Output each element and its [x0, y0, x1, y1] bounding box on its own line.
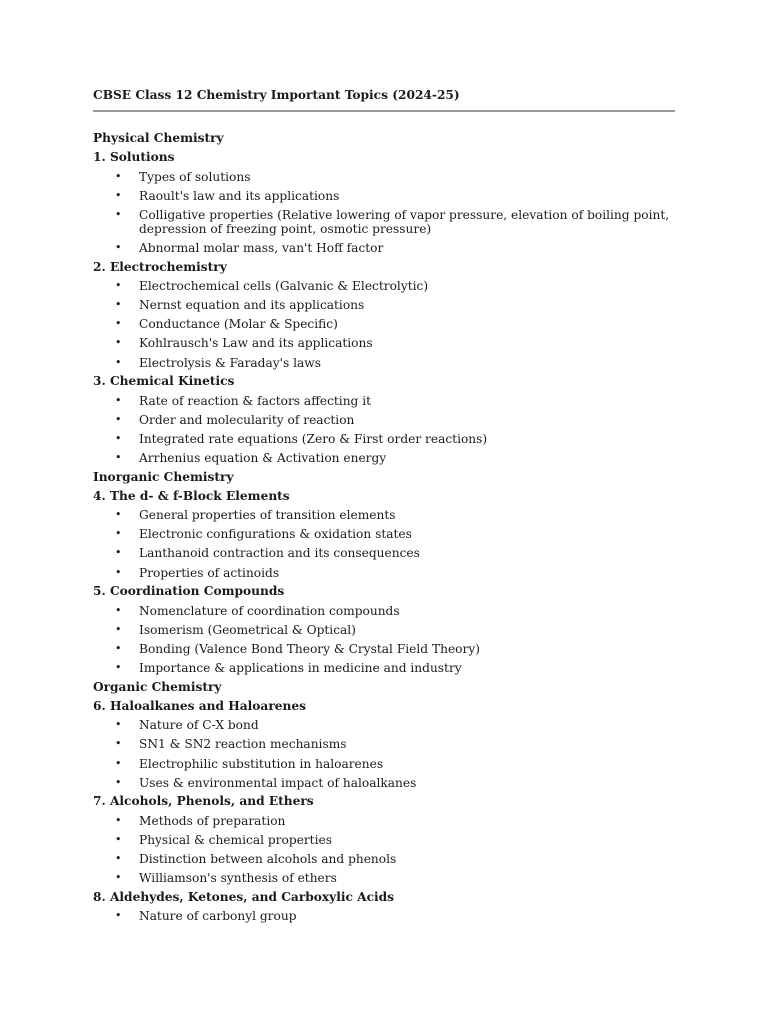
topic-list — [93, 907, 674, 926]
document-body — [93, 129, 674, 926]
list-item — [93, 659, 675, 678]
list-item — [93, 238, 675, 257]
list-item — [93, 525, 675, 544]
list-item-text: Nature of carbonyl group — [139, 909, 297, 924]
bullet-icon: • — [115, 603, 122, 617]
list-item — [93, 353, 675, 372]
list-item — [93, 735, 675, 754]
topic-heading: 3. Chemical Kinetics — [93, 374, 235, 389]
bullet-icon: • — [115, 832, 122, 846]
list-item-text: Bonding (Valence Bond Theory & Crystal Field Theory) — [139, 641, 480, 656]
list-item-text: Electrophilic substitution in haloarenes — [139, 756, 384, 771]
list-item — [93, 410, 675, 429]
list-item-text: Types of solutions — [139, 169, 251, 184]
list-item — [93, 186, 675, 205]
list-item-text: Electrochemical cells (Galvanic & Electrolytic) — [139, 279, 429, 294]
list-item-text: Order and molecularity of reaction — [139, 412, 355, 427]
list-item-text: Nomenclature of coordination compounds — [139, 603, 400, 618]
list-item-text: General properties of transition elements — [139, 508, 396, 523]
list-item-text: Properties of actinoids — [139, 565, 280, 580]
list-item — [93, 277, 675, 296]
topic-heading: 5. Coordination Compounds — [93, 584, 285, 599]
topic-heading: 6. Haloalkanes and Haloarenes — [93, 698, 306, 713]
list-item — [93, 334, 675, 353]
bullet-icon: • — [115, 661, 122, 675]
list-item-text: Distinction between alcohols and phenols — [139, 851, 397, 866]
list-item-text: Abnormal molar mass, van't Hoff factor — [139, 240, 384, 255]
topic-heading: 7. Alcohols, Phenols, and Ethers — [93, 794, 314, 809]
list-item — [93, 811, 675, 830]
bullet-icon: • — [115, 641, 122, 655]
list-item-text: Conductance (Molar & Specific) — [139, 317, 338, 332]
topic-list — [93, 277, 674, 372]
list-item-text: Kohlrausch's Law and its applications — [139, 336, 373, 351]
list-item — [93, 296, 675, 315]
document-title: CBSE Class 12 Chemistry Important Topics (2024-25) — [93, 88, 460, 102]
topic-heading: 2. Electrochemistry — [93, 259, 227, 274]
bullet-icon: • — [115, 355, 122, 369]
bullet-icon: • — [115, 565, 122, 579]
section-heading: Organic Chemistry — [93, 679, 222, 694]
bullet-icon: • — [115, 737, 122, 751]
list-item — [93, 907, 675, 926]
topic-list — [93, 601, 674, 677]
bullet-icon: • — [115, 279, 122, 293]
list-item — [93, 563, 675, 582]
topic-list — [93, 506, 674, 582]
bullet-icon: • — [115, 909, 122, 923]
list-item — [93, 205, 675, 238]
list-item — [93, 449, 675, 468]
bullet-icon: • — [115, 871, 122, 885]
topic-list — [93, 811, 674, 887]
bullet-icon: • — [115, 412, 122, 426]
list-item-text: Nernst equation and its applications — [139, 298, 365, 313]
topic-list — [93, 167, 674, 257]
list-item — [93, 754, 675, 773]
list-item-text: Electrolysis & Faraday's laws — [139, 355, 321, 370]
list-item — [93, 869, 675, 888]
list-item-text: Nature of C-X bond — [139, 718, 259, 733]
list-item-text: Electronic configurations & oxidation states — [139, 527, 412, 542]
bullet-icon: • — [115, 298, 122, 312]
list-item-text: Lanthanoid contraction and its consequences — [139, 546, 420, 561]
list-item — [93, 601, 675, 620]
list-item-text: Raoult's law and its applications — [139, 188, 340, 203]
bullet-icon: • — [115, 207, 122, 221]
bullet-icon: • — [115, 169, 122, 183]
bullet-icon: • — [115, 622, 122, 636]
list-item — [93, 167, 675, 186]
list-item-text: Rate of reaction & factors affecting it — [139, 393, 372, 408]
bullet-icon: • — [115, 527, 122, 541]
list-item-text: Colligative properties (Relative lowering of vapor pressure, elevation of boiling point, depression of freezing point, osmotic pressure) — [139, 207, 670, 236]
list-item — [93, 849, 675, 868]
bullet-icon: • — [115, 813, 122, 827]
topic-heading: 1. Solutions — [93, 150, 175, 165]
bullet-icon: • — [115, 775, 122, 789]
bullet-icon: • — [115, 431, 122, 445]
list-item-text: Isomerism (Geometrical & Optical) — [139, 622, 356, 637]
list-item-text: Arrhenius equation & Activation energy — [139, 451, 387, 465]
bullet-icon: • — [115, 317, 122, 331]
bullet-icon: • — [115, 546, 122, 560]
section-heading: Inorganic Chemistry — [93, 469, 234, 484]
topic-list — [93, 716, 674, 792]
bullet-icon: • — [115, 336, 122, 350]
list-item — [93, 716, 675, 735]
list-item-text: Importance & applications in medicine and industry — [139, 661, 462, 676]
bullet-icon: • — [115, 718, 122, 732]
bullet-icon: • — [115, 756, 122, 770]
list-item-text: Methods of preparation — [139, 813, 286, 828]
list-item-text: Integrated rate equations (Zero & First order reactions) — [139, 431, 488, 446]
bullet-icon: • — [115, 240, 122, 254]
title-divider — [93, 110, 675, 112]
bullet-icon: • — [115, 451, 122, 464]
bullet-icon: • — [115, 188, 122, 202]
list-item — [93, 830, 675, 849]
topic-list — [93, 391, 674, 467]
list-item — [93, 639, 675, 658]
list-item-text: Uses & environmental impact of haloalkanes — [139, 775, 417, 790]
list-item-text: SN1 & SN2 reaction mechanisms — [139, 737, 347, 752]
bullet-icon: • — [115, 508, 122, 522]
list-item — [93, 391, 675, 410]
list-item-text: Williamson's synthesis of ethers — [139, 871, 337, 886]
list-item-text: Physical & chemical properties — [139, 832, 332, 847]
list-item — [93, 506, 675, 525]
list-item — [93, 544, 675, 563]
list-item — [93, 429, 675, 448]
list-item — [93, 773, 675, 792]
list-item — [93, 620, 675, 639]
bullet-icon: • — [115, 393, 122, 407]
bullet-icon: • — [115, 851, 122, 865]
section-heading: Physical Chemistry — [93, 131, 224, 145]
topic-heading: 4. The d- & f-Block Elements — [93, 488, 290, 503]
topic-heading: 8. Aldehydes, Ketones, and Carboxylic Acids — [93, 889, 395, 904]
list-item — [93, 315, 675, 334]
